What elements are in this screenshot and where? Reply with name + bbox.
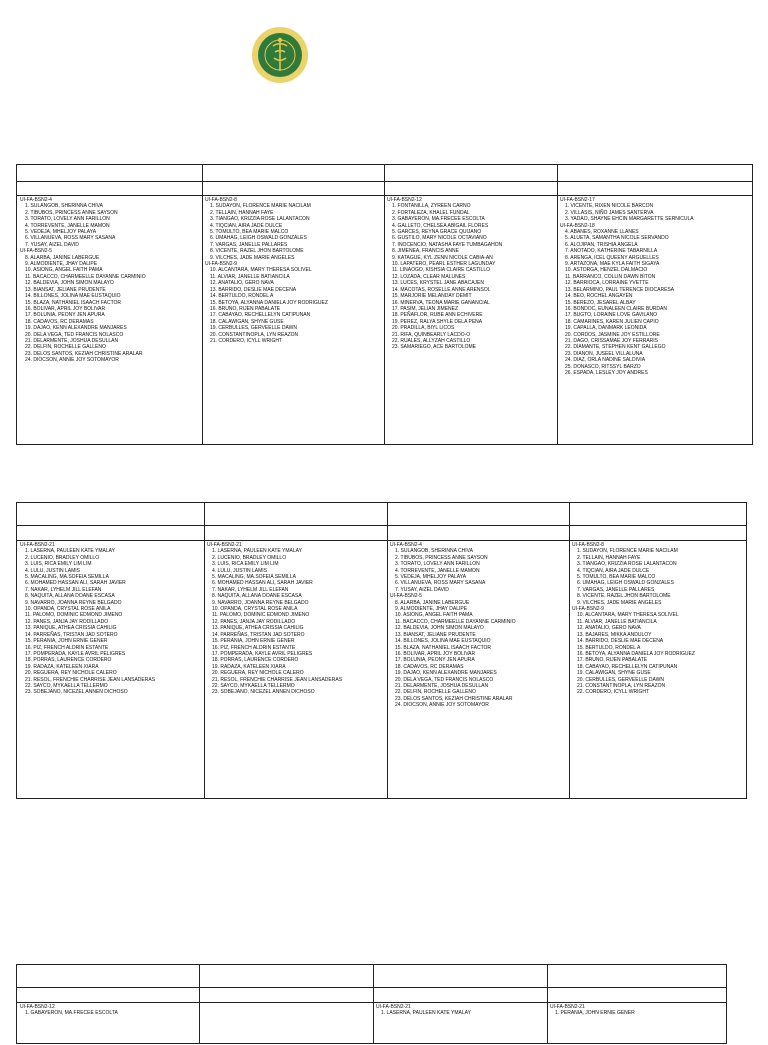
student-list-item: 20. REGUERA, REY NICHOLE CALERO — [212, 670, 304, 677]
student-list-item: 18. PEÑAFLOR, RUBE ANN ECHIVERE — [392, 312, 483, 319]
student-list-item: 24. DIAZ, ORLA NADINE SALDIVIA — [565, 357, 646, 364]
student-list-item: 13. BIANSAT, JELIANE PRUDENTE — [25, 286, 106, 293]
student-list-item: 18. PORRAS, LAURENCE CORDERO — [212, 657, 299, 664]
student-list-item: 16. BETOYA, ALYANNA DANIELA JOY RODRIGUEZ — [577, 650, 695, 657]
student-list-item: 16. BOLIVAR, APRIL JOY BOLIVAR — [25, 305, 106, 312]
student-list-item: 12. ANATALIO, GERO NAVA — [577, 625, 641, 632]
table-2-column-4 — [569, 541, 747, 799]
student-list-item: 1. LASERNA, PAULEEN KATE YMALAY — [381, 1010, 471, 1017]
student-list-item: 1. LASERNA, PAULEEN KATE YMALAY — [212, 548, 302, 555]
student-list-item: 21. RIFA, QUINBEARLY LACDO-O — [392, 331, 471, 338]
table-3-column-1 — [17, 1003, 199, 1045]
student-list-item: 21. RESOL, FRENCHIE CHARRISE JEAN LANSADERAS — [212, 676, 343, 683]
table-3-column-4 — [547, 1003, 727, 1045]
student-list-item: 21. DELARMENTE, JOSHUA DESULLAN — [395, 682, 489, 689]
student-list-item: 4. ABANES, ROXANNE LLANES — [565, 229, 639, 236]
student-list-item: 8. VICENTE, RAZEL JHON BARTOLOME — [210, 248, 304, 255]
student-list-item: 18. CADAVOS, RC DERAMAS — [25, 318, 94, 325]
student-list-item: 17. BOLUNIA, PEONY JEN APURA — [395, 657, 475, 664]
university-seal-logo — [251, 26, 309, 84]
table-2-column-2 — [204, 541, 387, 799]
student-list-item: 15. MARJORIE MELANDAY DEMIT — [392, 293, 472, 300]
student-list-item: 6. VILLANUEVA, ROSS MARY SASANA — [25, 235, 116, 242]
student-list-item: 13. PANIQUE, ATHEA CRISSIA CAHILIG — [25, 625, 117, 632]
section-code: UI-FA-BSN2-5 — [390, 593, 422, 600]
student-list-item: 4. LULU, JUSTIN LAMIS — [25, 567, 81, 574]
student-list-item: 21. CONSTANTINOPLA, LYN REAZON — [577, 682, 666, 689]
student-list-item: 8. NAQUITA, ALLANA DOANE ESCASA — [25, 593, 115, 600]
student-list-item: 9. NAVARRO, JOANNA REYNE BELGADO — [25, 599, 122, 606]
student-list-item: 23. DELOS SANTOS, KEZIAH CHRISTINE ARALAR — [25, 350, 143, 357]
student-list-item: 16. BOLIVAR, APRIL JOY BOLIVAR — [395, 650, 476, 657]
student-list-item: 3. YADAO, SHAYNE EHCIN MARGARETTE SERNICULA — [565, 216, 694, 223]
class-list-table-1 — [16, 164, 753, 445]
student-list-item: 7. VARGAS, JANELLE PALLARES — [577, 586, 655, 593]
student-list-item: 10. OPANDA, CRYSTAL ROSE ANILA — [212, 606, 298, 613]
student-list-item: 9. NAVARRO, JOANNA REYNE BELGADO — [212, 599, 309, 606]
section-code: UI-FA-BSN2-18 — [560, 222, 595, 229]
student-list-item: 3. TORATO, LOVELY ANN FARILLON — [25, 216, 110, 223]
student-list-item: 6. ALOJIPAN, TRISHIA ANGELA — [565, 241, 638, 248]
student-list-item: 15. BLAZA, NATHANIEL ISAACH FACTOR — [395, 644, 492, 651]
student-list-item: 21. RESOL, FRENCHIE CHARRISE JEAN LANSADERAS — [25, 676, 156, 683]
student-list-item: 19. CERBULLES, GERVEELLE DAWN — [210, 325, 297, 332]
student-list-item: 23. SOBEJANO, NICEZEL ANNEN DICHOSO — [25, 689, 128, 696]
student-list-item: 4. TIQCIAN, AIRA JADE DULCE — [577, 567, 650, 574]
student-list-item: 10. OPANDA, CRYSTAL ROSE ANILA — [25, 606, 111, 613]
student-list-item: 9. ARTAZONA, MAE KYLA FAITH SIGAYA — [565, 261, 660, 268]
student-list-item: 13. PANIQUE, ATHEA CRISSIA CAHILIG — [212, 625, 304, 632]
student-list-item: 23. SAMARIEGO, ACE BARTOLOME — [392, 344, 477, 351]
section-code: UI-FA-BSN2-12 — [20, 1004, 55, 1010]
table-1-column-2 — [202, 196, 384, 445]
student-list-item: 18. CABAYAO, RECHELLELYN CATIPUNAN — [577, 663, 678, 670]
student-list-item: 8. ALARBA, JANINE LABERGUE — [25, 254, 100, 261]
student-list-item: 24. DIOCSON, ANNIE JOY SOTOMAYOR — [25, 357, 119, 364]
student-list-item: 12. ANATALIO, GERO NAVA — [210, 280, 274, 287]
student-list-item: 14. BILLONES, JOLINA MAE EUSTAQUIO — [395, 638, 491, 645]
student-list-item: 15. BEREZO, JESAREL ALBAY — [565, 299, 636, 306]
student-list-item: 5. MACALING, MA.SOFEIA SEMILLA — [212, 574, 296, 581]
section-code: UI-FA-BSN2-21 — [20, 542, 55, 548]
student-list-item: 19. RADAZA, KATELEEN XIARA — [25, 663, 99, 670]
student-list-item: 22. DELFIN, ROCHELLE GALLENO — [395, 689, 476, 696]
student-list-item: 11. PALOMO, DOMINIC EDMOND JIMENO — [25, 612, 123, 619]
student-list-item: 15. BETOYA, ALYANNA DANIELA JOY RODRIGUEZ — [210, 299, 328, 306]
student-list-item: 9. KATAGUE, KYL ZENN NICOLE CABIA-AN — [392, 254, 493, 261]
student-list-item: 19. CALAWIGAN, SHYNE GUSE — [577, 670, 651, 677]
student-list-item: 12. LOZADA, CLEAR MALUNES — [392, 273, 466, 280]
student-list-item: 2. LUCENIO, BRADLEY OMILLO — [25, 554, 100, 561]
student-list-item: 13. BAJARES, MIKKA ANDULOY — [577, 631, 652, 638]
student-list-item: 6. MOHAMED HASSAN ALI, SARAH JAVIER — [212, 580, 313, 587]
student-list-item: 2. TIBUBOS, PRINCESS ANNE SAYSON — [25, 209, 118, 216]
student-list-item: 6. UMAHAG, LEIGH OSWALD GONZALES — [210, 235, 307, 242]
student-list-item: 10. ASIONG, ANGEL FAITH PAMA — [25, 267, 103, 274]
student-list-item: 13. BIANSAT, JELIANE PRUDENTE — [395, 631, 476, 638]
section-code: UI-FA-BSN2-21 — [376, 1004, 411, 1010]
student-list-item: 9. ALMODIENTE, JHAY DALIPE — [25, 261, 98, 268]
student-list-item: 13. BARRIDO, DESLIE MAE DECENA — [210, 286, 297, 293]
student-list-item: 8. ALARBA, JANINE LABERGUE — [395, 599, 470, 606]
student-list-item: 22. RUALES, ALLYZAH CASTILLO — [392, 337, 471, 344]
class-list-table-2 — [16, 502, 747, 799]
student-list-item: 20. CORDOS, JASMINE JOY ESTILLORE — [565, 331, 660, 338]
student-list-item: 11. LINAOGO, KISHSIA CLAIRE CASTILLO — [392, 267, 490, 274]
student-list-item: 7. INOCENCIO, NATASHA FAYE TUMBAGAHON — [392, 241, 503, 248]
student-list-item: 11. BACACCO, CHARMEELLE DAYANNE CARMINIO — [395, 618, 516, 625]
student-list-item: 12. BARRIOCA, LORRAINE YVETTE — [565, 280, 649, 287]
student-list-item: 13. BELARMINO, PAUL TERENCE DIOCARESA — [565, 286, 675, 293]
student-list-item: 3. LUIS, RICA EMILY LIM LIM — [212, 561, 279, 568]
student-list-item: 22. SAYCO, MYKAELLA TELLERMO — [212, 682, 295, 689]
student-list-item: 15. PERANIA, JOHN ERNIE GENER — [212, 638, 295, 645]
student-list-item: 5. ALUETA, SAMANTHA NICOLE SERVANDO — [565, 235, 669, 242]
student-list-item: 3. LUIS, RICA EMILY LIM LIM — [25, 561, 92, 568]
student-list-item: 2. VILLASIS, NIÑO JAMES SANTERVA — [565, 209, 654, 216]
student-list-item: 11. BARRANCO, COLLIN DAWN BITON — [565, 273, 656, 280]
student-list-item: 2. TELLAIN, HANNAH FAYE — [210, 209, 274, 216]
student-list-item: 9. VILCHES, JADE MARIE ANGELES — [210, 254, 295, 261]
section-code: UI-FA-BSN2-21 — [550, 1004, 585, 1010]
student-list-item: 18. CAMARINES, KAREN JULIEN CAPIO — [565, 318, 659, 325]
student-list-item: 5. VEDEJA, MHELJOY PALAYA — [395, 574, 467, 581]
student-list-item: 5. TOMULTO, BEA MARIE MALCO — [210, 229, 289, 236]
student-list-item: 5. GARCES, REYNA GRACE QUIJANO — [392, 229, 482, 236]
student-list-item: 19. DAJAO, KENN ALEXANDRE MANJARES — [395, 670, 497, 677]
student-list-item: 6. UMAHAG, LEIGH OSWALD GONZALES — [577, 580, 674, 587]
student-list-item: 23. SOBEJANO, NICEZEL ANNEN DICHOSO — [212, 689, 315, 696]
student-list-item: 17. CABAYAO, RECHELLELYN CATIPUNAN — [210, 312, 311, 319]
student-list-item: 12. PANES, JANJA JAY RODILLADO — [25, 618, 109, 625]
student-list-item: 25. DONASCO, RITSSYL BARZO — [565, 363, 641, 370]
student-list-item: 16. MINERVA, TEONA MARIE GANANCIAL — [392, 299, 490, 306]
section-code: UI-FA-BSN2-8 — [205, 197, 237, 203]
student-list-item: 21. DAGO, CRISSAMAE JOY FERRARIS — [565, 337, 658, 344]
student-list-item: 9. VILCHES, JADE MARIE ANGELES — [577, 599, 662, 606]
student-list-item: 3. TORATO, LOVELY ANN FARILLON — [395, 561, 480, 568]
student-list-item: 10. ALCANTARA, MARY THERESA SOLIVEL — [210, 267, 312, 274]
table-3-column-2 — [199, 1003, 373, 1045]
student-list-item: 18. PORRAS, LAURENCE CORDERO — [25, 657, 112, 664]
student-list-item: 20. CERBULLES, GERVEELLE DAWN — [577, 676, 664, 683]
student-list-item: 10. LAPATERO, PEARL ESTHER LAGUNDAY — [392, 261, 496, 268]
student-list-item: 4. TORREVENTE, JANELLE MAMON — [395, 567, 480, 574]
student-list-item: 1. SULANGOB, SHERINNA CHIVA — [25, 203, 103, 210]
student-list-item: 15. PERANIA, JOHN ERNIE GENER — [25, 638, 108, 645]
student-list-item: 14. BERTULDO, RONDEL A — [210, 293, 274, 300]
student-list-item: 14. BILLONES, JOLINA MAE EUSTAQUIO — [25, 293, 121, 300]
section-code: UI-FA-BSN2-9 — [205, 261, 237, 268]
student-list-item: 17. BOLUNIA, PEONY JEN APURA — [25, 312, 105, 319]
student-list-item: 17. PASIM, JELIAN JIMENEZ — [392, 305, 459, 312]
student-list-item: 2. FORTALEZA, KHALEL FUNDAL — [392, 209, 470, 216]
student-list-item: 23. DELOS SANTOS, KEZIAH CHRISTINE ARALAR — [395, 695, 513, 702]
student-list-item: 20. DELA VEGA, TED FRANCIS NOLASCO — [25, 331, 124, 338]
student-list-item: 2. LUCENIO, BRADLEY OMILLO — [212, 554, 287, 561]
student-list-item: 17. BUGTO, LORAINE LOVE GAVILANO — [565, 312, 658, 319]
student-list-item: 14. MACOTAS, ROSELLE ANNE ARENSOL — [392, 286, 491, 293]
student-list-item: 22. CORDERO, ICYLL WRIGHT — [577, 689, 650, 696]
student-list-item: 24. DIOCSON, ANNIE JOY SOTOMAYOR — [395, 702, 489, 709]
student-list-item: 16. BONDOC, EUNALEEN CLAIRE BURDAN — [565, 305, 667, 312]
student-list-item: 2. TIBUBOS, PRINCESS ANNE SAYSON — [395, 554, 488, 561]
student-list-item: 20. PRADILLA, BIYL LICOS — [392, 325, 455, 332]
section-code: UI-FA-BSN2-21 — [207, 542, 242, 548]
student-list-item: 4. TORREVENTE, JANELLE MAMON — [25, 222, 110, 229]
student-list-item: 7. ANOTADO, KATHERINE TABARNILLA — [565, 248, 658, 255]
student-list-item: 10. ASTORGA, HENZEL DALMACIO — [565, 267, 648, 274]
student-list-item: 11. BACACCO, CHARMEELLE DAYANNE CARMINIO — [25, 273, 146, 280]
table-3-column-3 — [373, 1003, 547, 1045]
student-list-item: 12. PANES, JANJA JAY RODILLADO — [212, 618, 296, 625]
student-list-item: 7. YUSAY, AIZEL DAVID — [25, 241, 79, 248]
student-list-item: 17. POMPERADA, KAYLE AVRIL PELIGRES — [25, 650, 126, 657]
student-list-item: 11. ALVIAR, JANELLE BATIANCILA — [210, 273, 290, 280]
student-list-item: 8. VICENTE, RAZEL JHON BARTOLOME — [577, 593, 671, 600]
student-list-item: 16. PIZ, FRENCH ALDRIN ESTANTE — [25, 644, 109, 651]
student-list-item: 5. MACALING, MA.SOFEIA SEMILLA — [25, 574, 109, 581]
student-list-item: 8. NAQUITA, ALLANA DOANE ESCASA — [212, 593, 302, 600]
student-list-item: 23. DIANON, JUSEEL VILLALUNA — [565, 350, 643, 357]
student-list-item: 22. DELFIN, ROCHELLE GALLENO — [25, 344, 106, 351]
student-list-item: 15. BERTULDO, RONDEL A — [577, 644, 641, 651]
class-list-table-3 — [16, 964, 727, 1044]
student-list-item: 17. POMPERADA, KAYLE AVRIL PELIGRES — [212, 650, 313, 657]
student-list-item: 14. PARREÑAS, TRISTAN JAD SOTERO — [212, 631, 305, 638]
student-list-item: 18. CALAWIGAN, SHYNE GUSE — [210, 318, 284, 325]
section-code: UI-FA-BSN2-5 — [20, 248, 52, 255]
student-list-item: 20. REGUERA, REY NICHOLE CALERO — [25, 670, 117, 677]
section-code: UI-FA-BSN2-4 — [390, 542, 422, 548]
student-list-item: 16. PIZ, FRENCH ALDRIN ESTANTE — [212, 644, 296, 651]
student-list-item: 1. LASERNA, PAULEEN KATE YMALAY — [25, 548, 115, 555]
student-list-item: 10. ALCANTARA, MARY THERESA SOLIVEL — [577, 612, 679, 619]
student-list-item: 4. LULU, JUSTIN LAMIS — [212, 567, 268, 574]
section-code: UI-FA-BSN2-12 — [387, 197, 422, 203]
student-list-item: 6. VILLANUEVA, ROSS MARY SASANA — [395, 580, 486, 587]
student-list-item: 6. GUSTILO, MARY NICOLE OCTAVIANO — [392, 235, 487, 242]
student-list-item: 11. ALVIAR, JANELLE BATIANCILA — [577, 618, 657, 625]
table-1-column-1 — [17, 196, 202, 445]
student-list-item: 8. JIMENEA, FRANCIS ANNE — [392, 248, 459, 255]
student-list-item: 4. GALLETO, CHELSEA ABIGAIL FLORES — [392, 222, 489, 229]
student-list-item: 19. RADAZA, KATELEEN XIARA — [212, 663, 286, 670]
student-list-item: 2. TELLAIN, HANNAH FAYE — [577, 554, 641, 561]
student-list-item: 1. SUDAYON, FLORENCE MARIE NACILAM — [577, 548, 678, 555]
student-list-item: 16. BRUNO, RIJEN PABALATE — [210, 305, 281, 312]
student-list-item: 22. SAYCO, MYKAELLA TELLERMO — [25, 682, 108, 689]
student-list-item: 18. CADAVOS, RC DERAMAS — [395, 663, 464, 670]
student-list-item: 20. DELA VEGA, TED FRANCIS NOLASCO — [395, 676, 494, 683]
student-list-item: 8. ARENGA, ICEL QUEENY ARGUELLES — [565, 254, 659, 261]
student-list-item: 12. BALDEVIA, JOHN SIMON MALAYO — [25, 280, 114, 287]
student-list-item: 15. BLAZA, NATHANIEL ISAACH FACTOR — [25, 299, 122, 306]
student-list-item: 1. FONTANILLA, ZYREEN CARNO — [392, 203, 471, 210]
table-2-column-1 — [17, 541, 204, 799]
student-list-item: 14. PARREÑAS, TRISTAN JAD SOTERO — [25, 631, 118, 638]
table-1-column-4 — [557, 196, 753, 445]
student-list-item: 7. NAKAR, LYHELM JILL ELEFAN — [212, 586, 289, 593]
student-list-item: 20. CONSTANTINOPLA, LYN REAZON — [210, 331, 299, 338]
student-list-item: 19. DAJAO, KENN ALEXANDRE MANJARES — [25, 325, 127, 332]
student-list-item: 5. VEDEJA, MHELJOY PALAYA — [25, 229, 97, 236]
student-list-item: 21. CORDERO, ICYLL WRIGHT — [210, 337, 283, 344]
student-list-item: 17. BRUNO, RIJEN PABALATE — [577, 657, 648, 664]
section-code: UI-FA-BSN2-17 — [560, 197, 595, 203]
student-list-item: 14. BARRIDO, DESLIE MAE DECENA — [577, 638, 664, 645]
student-list-item: 11. PALOMO, DOMINIC EDMOND JIMENO — [212, 612, 310, 619]
student-list-item: 3. TIANGAO, KRIZZIA ROSE LALANTACON — [210, 216, 310, 223]
table-2-column-3 — [387, 541, 569, 799]
student-list-item: 1. SUDAYON, FLORENCE MARIE NACILAM — [210, 203, 311, 210]
student-list-item: 3. TIANGAO, KRIZZIA ROSE LALANTACON — [577, 561, 677, 568]
student-list-item: 1. SULANGOB, SHERINNA CHIVA — [395, 548, 473, 555]
student-list-item: 1. PERANIA, JOHN ERNIE GENER — [555, 1010, 635, 1017]
student-list-item: 7. YUSAY, AIZEL DAVID — [395, 586, 449, 593]
section-code: UI-FA-BSN2-8 — [572, 542, 604, 548]
student-list-item: 13. LUCES, KRYSTEL JANE ABACAJEN — [392, 280, 484, 287]
student-list-item: 6. MOHAMED HASSAN ALI, SARAH JAVIER — [25, 580, 126, 587]
student-list-item: 1. VICENTE, RIXEN NICOLE BARCON — [565, 203, 654, 210]
student-list-item: 14. BEO, ROCHEL ANGAYEN — [565, 293, 633, 300]
student-list-item: 9. ALMODIENTE, JHAY DALIPE — [395, 606, 468, 613]
student-list-item: 4. TIQCIAN, AIRA JADE DULCE — [210, 222, 283, 229]
section-code: UI-FA-BSN2-4 — [20, 197, 52, 203]
student-list-item: 21. DELARMENTE, JOSHUA DESULLAN — [25, 337, 119, 344]
student-list-item: 3. GABAYERON, MA.FRECEE ESCOLTA — [392, 216, 485, 223]
student-list-item: 22. DIAMANTE, STEPHEN KENT GALLEGO — [565, 344, 666, 351]
table-1-column-3 — [384, 196, 557, 445]
student-list-item: 12. BALDEVIA, JOHN SIMON MALAYO — [395, 625, 484, 632]
student-list-item: 7. NAKAR, LYHELM JILL ELEFAN — [25, 586, 102, 593]
student-list-item: 1. GABAYERON, MA.FRECEE ESCOLTA — [25, 1010, 118, 1017]
student-list-item: 5. TOMULTO, BEA MARIE MALCO — [577, 574, 656, 581]
student-list-item: 10. ASIONG, ANGEL FAITH PAMA — [395, 612, 473, 619]
student-list-item: 26. ESPADA, LESLEY JOY ANDRES — [565, 369, 648, 376]
student-list-item: 19. CAPALLA, DANMARK LEONIDA — [565, 325, 647, 332]
student-list-item: 7. VARGAS, JANELLE PALLARES — [210, 241, 288, 248]
section-code: UI-FA-BSN2-9 — [572, 606, 604, 613]
student-list-item: 19. PEREZ, RALYA SHYLE DELA PENA — [392, 318, 483, 325]
